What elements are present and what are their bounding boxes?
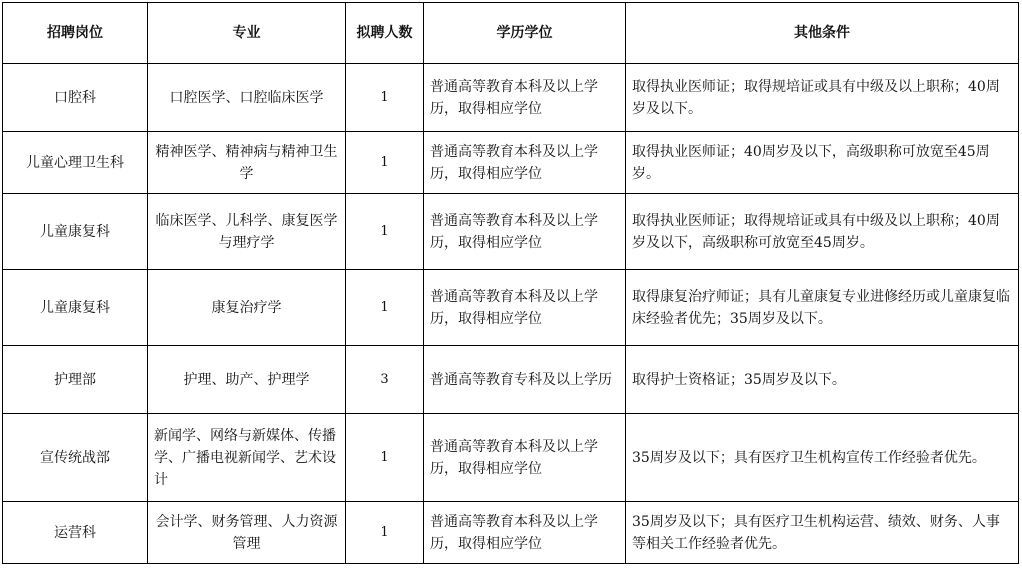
cell-count: 1 bbox=[346, 414, 424, 502]
cell-position: 儿童康复科 bbox=[3, 270, 148, 346]
cell-education: 普通高等教育本科及以上学历，取得相应学位 bbox=[424, 194, 626, 270]
table-row bbox=[3, 502, 1019, 564]
header-position: 招聘岗位 bbox=[3, 3, 148, 64]
cell-position: 口腔科 bbox=[3, 64, 148, 132]
cell-position: 运营科 bbox=[3, 502, 148, 564]
cell-count: 1 bbox=[346, 64, 424, 132]
table-row bbox=[3, 64, 1019, 132]
table-row bbox=[3, 194, 1019, 270]
table-row bbox=[3, 132, 1019, 194]
cell-position: 宣传统战部 bbox=[3, 414, 148, 502]
header-education: 学历学位 bbox=[424, 3, 626, 64]
cell-education: 普通高等教育本科及以上学历，取得相应学位 bbox=[424, 502, 626, 564]
cell-education: 普通高等教育本科及以上学历，取得相应学位 bbox=[424, 270, 626, 346]
table-row bbox=[3, 270, 1019, 346]
table-body bbox=[3, 64, 1019, 564]
cell-major: 临床医学、儿科学、康复医学与理疗学 bbox=[148, 194, 346, 270]
header-count: 拟聘人数 bbox=[346, 3, 424, 64]
cell-position: 儿童康复科 bbox=[3, 194, 148, 270]
cell-conditions: 取得康复治疗师证；具有儿童康复专业进修经历或儿童康复临床经验者优先；35周岁及以下。 bbox=[626, 270, 1019, 346]
cell-conditions: 取得执业医师证；取得规培证或具有中级及以上职称；40周岁及以下，高级职称可放宽至45周岁。 bbox=[626, 194, 1019, 270]
cell-count: 1 bbox=[346, 194, 424, 270]
cell-major: 口腔医学、口腔临床医学 bbox=[148, 64, 346, 132]
cell-count: 3 bbox=[346, 346, 424, 414]
cell-count: 1 bbox=[346, 502, 424, 564]
cell-major: 新闻学、网络与新媒体、传播学、广播电视新闻学、艺术设计 bbox=[148, 414, 346, 502]
cell-education: 普通高等教育本科及以上学历，取得相应学位 bbox=[424, 414, 626, 502]
cell-conditions: 取得护士资格证；35周岁及以下。 bbox=[626, 346, 1019, 414]
cell-conditions: 35周岁及以下；具有医疗卫生机构运营、绩效、财务、人事等相关工作经验者优先。 bbox=[626, 502, 1019, 564]
cell-conditions: 取得执业医师证；取得规培证或具有中级及以上职称；40周岁及以下。 bbox=[626, 64, 1019, 132]
cell-education: 普通高等教育专科及以上学历 bbox=[424, 346, 626, 414]
cell-position: 护理部 bbox=[3, 346, 148, 414]
cell-position: 儿童心理卫生科 bbox=[3, 132, 148, 194]
cell-major: 康复治疗学 bbox=[148, 270, 346, 346]
cell-conditions: 35周岁及以下；具有医疗卫生机构宣传工作经验者优先。 bbox=[626, 414, 1019, 502]
cell-count: 1 bbox=[346, 132, 424, 194]
header-conditions: 其他条件 bbox=[626, 3, 1019, 64]
header-row bbox=[3, 3, 1019, 64]
cell-conditions: 取得执业医师证；40周岁及以下，高级职称可放宽至45周岁。 bbox=[626, 132, 1019, 194]
header-major: 专业 bbox=[148, 3, 346, 64]
table-row bbox=[3, 414, 1019, 502]
recruitment-table bbox=[2, 2, 1019, 564]
cell-major: 精神医学、精神病与精神卫生学 bbox=[148, 132, 346, 194]
cell-major: 会计学、财务管理、人力资源管理 bbox=[148, 502, 346, 564]
table-row bbox=[3, 346, 1019, 414]
cell-education: 普通高等教育本科及以上学历，取得相应学位 bbox=[424, 64, 626, 132]
cell-count: 1 bbox=[346, 270, 424, 346]
cell-education: 普通高等教育本科及以上学历，取得相应学位 bbox=[424, 132, 626, 194]
cell-major: 护理、助产、护理学 bbox=[148, 346, 346, 414]
table-header bbox=[3, 3, 1019, 64]
